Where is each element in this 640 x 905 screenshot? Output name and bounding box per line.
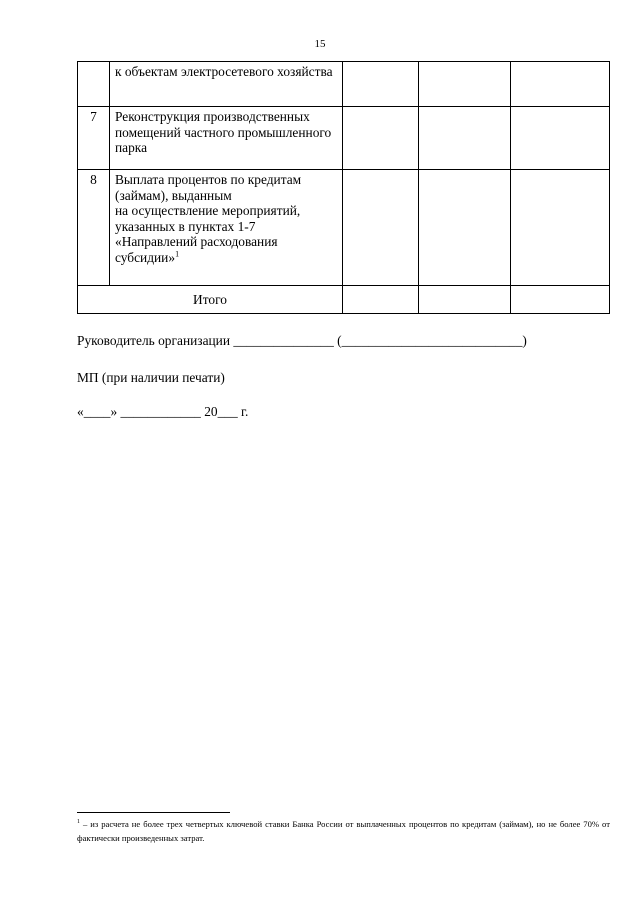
value-cell (343, 62, 419, 107)
value-cell (511, 170, 610, 286)
row-text-line: на осуществление мероприятий, (115, 203, 301, 218)
table-row (78, 170, 610, 286)
seal-text: МП (при наличии печати) (77, 370, 225, 385)
table-row (78, 107, 610, 170)
name-blank: ___________________________ (341, 333, 523, 348)
row-number-cell: 8 (78, 170, 110, 286)
value-cell (511, 107, 610, 170)
value-cell (419, 107, 511, 170)
row-number-cell: 7 (78, 107, 110, 170)
value-cell (419, 286, 511, 314)
row-number-cell (78, 62, 110, 107)
row-name-cell: к объектам электросетевого хозяйства (110, 62, 343, 107)
row-name-cell (110, 170, 343, 286)
value-cell (343, 170, 419, 286)
value-cell (419, 170, 511, 286)
table-row-total (78, 286, 610, 314)
value-cell (343, 107, 419, 170)
value-cell (343, 286, 419, 314)
value-cell (419, 62, 511, 107)
signature-label: Руководитель организации (77, 333, 231, 348)
row-text-line: «Направлений расходования (115, 234, 278, 249)
row-text-line: субсидии»$^1$ (115, 249, 180, 265)
paren-open: ( (337, 333, 342, 348)
expense-table (77, 61, 610, 314)
row-text-line: (займам), выданным (115, 187, 232, 203)
row-text-line: указанных в пунктах 1-7 (115, 218, 256, 234)
total-label: Итого (78, 286, 343, 314)
row-name-cell: Реконструкция производственных помещений частного промышленного парка (110, 107, 343, 170)
table-row (78, 62, 610, 107)
date-line: «____» ____________ 20___ г. (77, 404, 249, 419)
row-text-line: Выплата процентов по кредитам (115, 172, 302, 187)
value-cell (511, 286, 610, 314)
footnote-text: – из расчета не более трех четвертых ключевой ставки Банка России от выплаченных процентов по кредитам (займам), но не более 70% от фактически произведенных затрат. (77, 819, 610, 843)
signature-blank: _______________ (233, 333, 334, 348)
value-cell (511, 62, 610, 107)
page-number: 15 (314, 38, 326, 50)
footnote-mark: 1 (77, 819, 80, 826)
paren-close: ) (522, 333, 527, 348)
footnote (77, 817, 610, 845)
footnote-divider (77, 812, 230, 813)
footnote-ref: 1 (175, 249, 180, 259)
signature-line (77, 333, 527, 349)
